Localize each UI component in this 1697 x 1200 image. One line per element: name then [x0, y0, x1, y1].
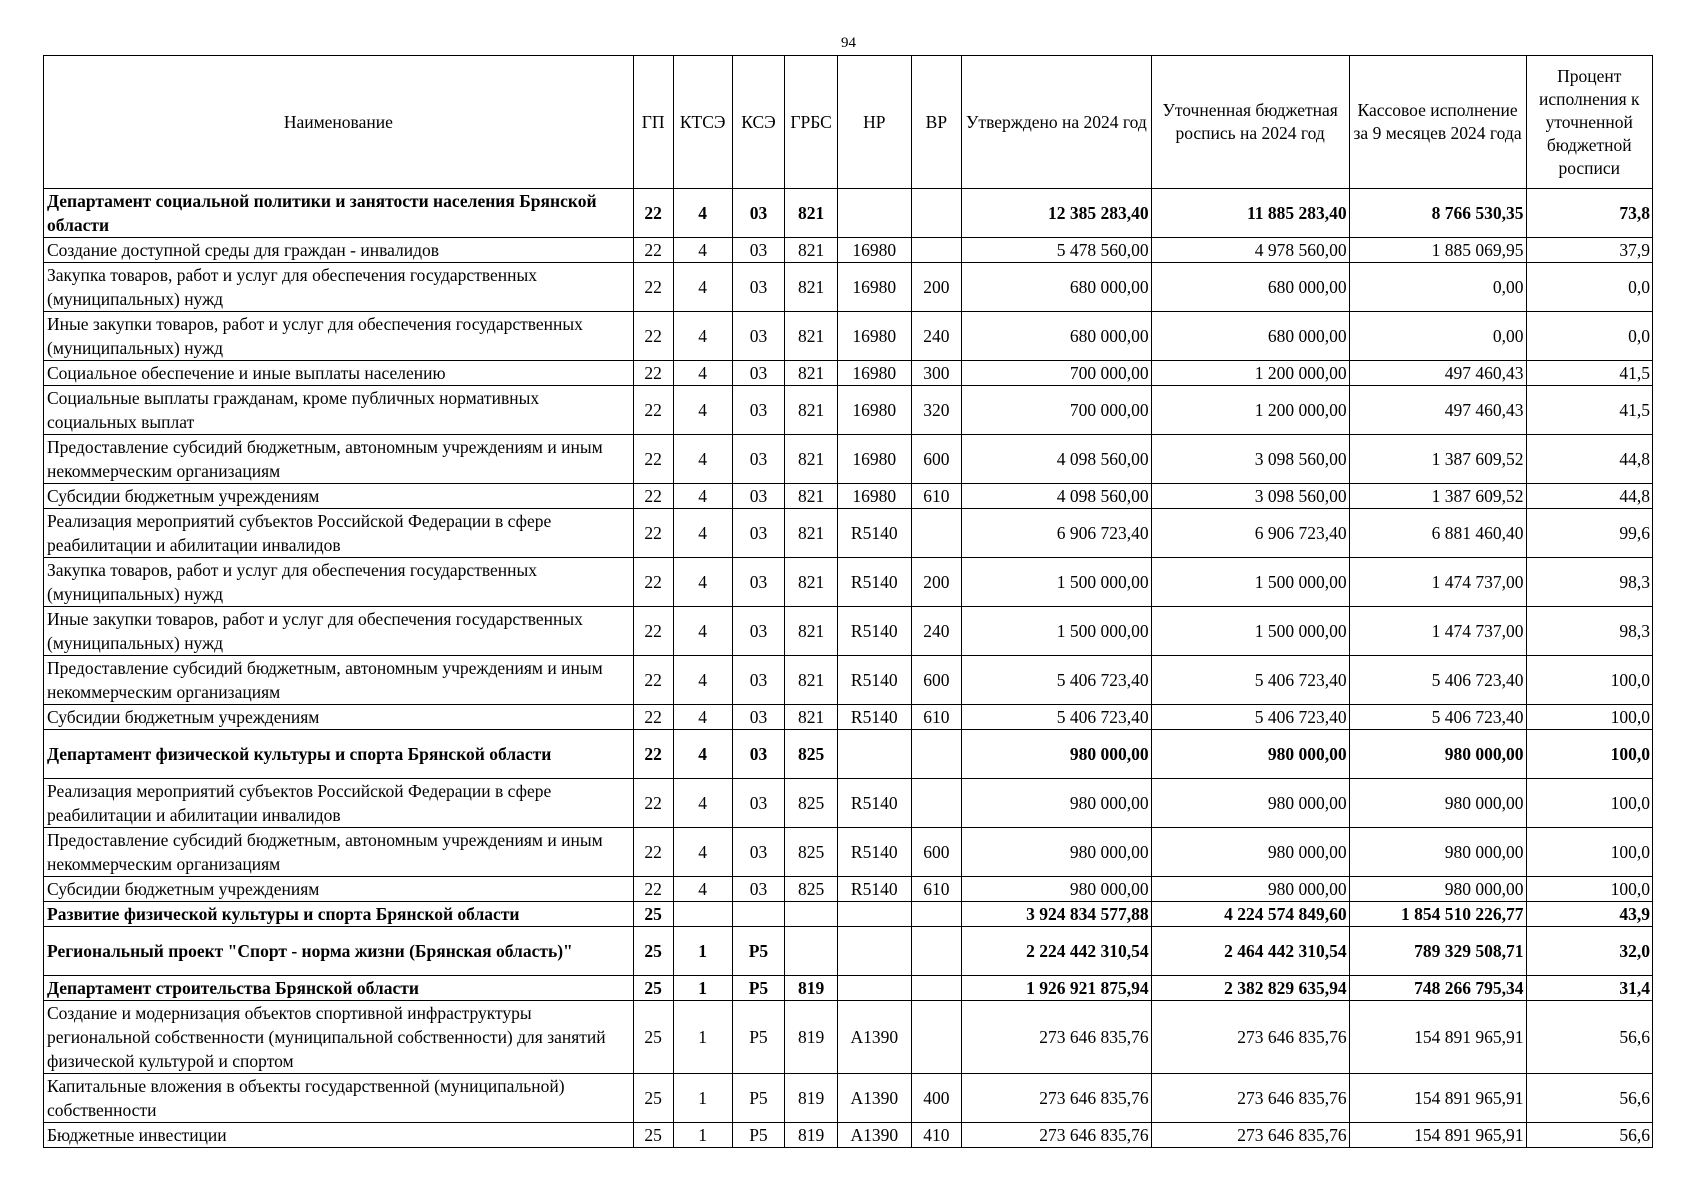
cell-nr: R5140: [837, 656, 911, 705]
cell-vr: 200: [911, 263, 962, 312]
cell-percent: 32,0: [1526, 927, 1652, 976]
cell-refined: 5 406 723,40: [1151, 705, 1349, 730]
cell-cash: 0,00: [1349, 263, 1526, 312]
cell-kse: 03: [732, 705, 785, 730]
cell-grbs: 821: [785, 705, 838, 730]
cell-name: Субсидии бюджетным учреждениям: [44, 484, 634, 509]
cell-nr: 16980: [837, 361, 911, 386]
cell-ktse: 4: [673, 607, 732, 656]
header-ktse: КТСЭ: [673, 56, 732, 189]
cell-percent: 100,0: [1526, 779, 1652, 828]
cell-refined: 5 406 723,40: [1151, 656, 1349, 705]
cell-cash: 154 891 965,91: [1349, 1001, 1526, 1074]
cell-approved: 4 098 560,00: [962, 435, 1152, 484]
cell-vr: 610: [911, 484, 962, 509]
table-row: [44, 902, 1653, 927]
table-row: [44, 558, 1653, 607]
cell-gp: 22: [633, 484, 673, 509]
table-row: [44, 509, 1653, 558]
cell-refined: 980 000,00: [1151, 877, 1349, 902]
table-row: [44, 238, 1653, 263]
table-row: [44, 705, 1653, 730]
cell-grbs: 821: [785, 558, 838, 607]
cell-grbs: 821: [785, 509, 838, 558]
cell-cash: 0,00: [1349, 312, 1526, 361]
cell-refined: 3 098 560,00: [1151, 484, 1349, 509]
cell-percent: 99,6: [1526, 509, 1652, 558]
cell-approved: 12 385 283,40: [962, 189, 1152, 238]
cell-ktse: 1: [673, 1123, 732, 1148]
cell-nr: R5140: [837, 558, 911, 607]
cell-kse: P5: [732, 976, 785, 1001]
cell-refined: 4 224 574 849,60: [1151, 902, 1349, 927]
cell-percent: 37,9: [1526, 238, 1652, 263]
cell-nr: [837, 902, 911, 927]
cell-approved: 1 926 921 875,94: [962, 976, 1152, 1001]
cell-ktse: 4: [673, 435, 732, 484]
cell-nr: 16980: [837, 312, 911, 361]
cell-name: Региональный проект "Спорт - норма жизни (Брянская область)": [44, 927, 634, 976]
table-row: [44, 976, 1653, 1001]
cell-cash: 1 474 737,00: [1349, 558, 1526, 607]
cell-vr: [911, 927, 962, 976]
cell-percent: 0,0: [1526, 312, 1652, 361]
cell-gp: 25: [633, 1001, 673, 1074]
header-refined: Уточненная бюджетная роспись на 2024 год: [1151, 56, 1349, 189]
cell-percent: 98,3: [1526, 558, 1652, 607]
header-gp: ГП: [633, 56, 673, 189]
cell-nr: 16980: [837, 484, 911, 509]
cell-gp: 22: [633, 828, 673, 877]
cell-cash: 1 885 069,95: [1349, 238, 1526, 263]
cell-refined: 980 000,00: [1151, 779, 1349, 828]
cell-name: Департамент социальной политики и занятости населения Брянской области: [44, 189, 634, 238]
cell-ktse: 4: [673, 189, 732, 238]
cell-approved: 5 406 723,40: [962, 705, 1152, 730]
cell-ktse: 1: [673, 1074, 732, 1123]
table-row: [44, 361, 1653, 386]
cell-ktse: 1: [673, 1001, 732, 1074]
table-row: [44, 1001, 1653, 1074]
cell-kse: 03: [732, 435, 785, 484]
cell-grbs: 821: [785, 484, 838, 509]
cell-cash: 1 387 609,52: [1349, 484, 1526, 509]
cell-cash: 980 000,00: [1349, 877, 1526, 902]
cell-name: Закупка товаров, работ и услуг для обеспечения государственных (муниципальных) нужд: [44, 263, 634, 312]
cell-name: Субсидии бюджетным учреждениям: [44, 877, 634, 902]
cell-refined: 1 200 000,00: [1151, 361, 1349, 386]
cell-kse: P5: [732, 1074, 785, 1123]
cell-percent: 98,3: [1526, 607, 1652, 656]
cell-kse: 03: [732, 779, 785, 828]
cell-ktse: 4: [673, 828, 732, 877]
cell-refined: 273 646 835,76: [1151, 1123, 1349, 1148]
cell-kse: 03: [732, 189, 785, 238]
cell-cash: 497 460,43: [1349, 386, 1526, 435]
cell-approved: 5 478 560,00: [962, 238, 1152, 263]
header-grbs: ГРБС: [785, 56, 838, 189]
cell-grbs: 819: [785, 1001, 838, 1074]
cell-name: Предоставление субсидий бюджетным, автономным учреждениям и иным некоммерческим организациям: [44, 828, 634, 877]
cell-ktse: 4: [673, 656, 732, 705]
cell-nr: [837, 927, 911, 976]
cell-name: Иные закупки товаров, работ и услуг для обеспечения государственных (муниципальных) нужд: [44, 607, 634, 656]
cell-vr: 320: [911, 386, 962, 435]
cell-percent: 100,0: [1526, 730, 1652, 779]
cell-refined: 980 000,00: [1151, 828, 1349, 877]
table-row: [44, 1123, 1653, 1148]
cell-kse: 03: [732, 656, 785, 705]
cell-nr: A1390: [837, 1074, 911, 1123]
cell-refined: 2 382 829 635,94: [1151, 976, 1349, 1001]
cell-cash: 154 891 965,91: [1349, 1123, 1526, 1148]
cell-cash: 980 000,00: [1349, 730, 1526, 779]
cell-ktse: 4: [673, 484, 732, 509]
cell-vr: 600: [911, 435, 962, 484]
cell-refined: 11 885 283,40: [1151, 189, 1349, 238]
cell-approved: 980 000,00: [962, 730, 1152, 779]
cell-grbs: 825: [785, 730, 838, 779]
cell-vr: [911, 238, 962, 263]
cell-grbs: 825: [785, 779, 838, 828]
cell-percent: 43,9: [1526, 902, 1652, 927]
cell-refined: 273 646 835,76: [1151, 1001, 1349, 1074]
cell-grbs: 821: [785, 435, 838, 484]
cell-approved: 273 646 835,76: [962, 1074, 1152, 1123]
cell-gp: 25: [633, 1074, 673, 1123]
cell-percent: 44,8: [1526, 484, 1652, 509]
table-row: [44, 730, 1653, 779]
cell-ktse: 4: [673, 730, 732, 779]
table-row: [44, 927, 1653, 976]
cell-refined: 1 200 000,00: [1151, 386, 1349, 435]
header-percent: Процент исполнения к уточненной бюджетной росписи: [1526, 56, 1652, 189]
cell-gp: 22: [633, 263, 673, 312]
page-number: 94: [841, 35, 856, 51]
cell-name: Департамент строительства Брянской области: [44, 976, 634, 1001]
header-vr: ВР: [911, 56, 962, 189]
cell-cash: 154 891 965,91: [1349, 1074, 1526, 1123]
cell-percent: 31,4: [1526, 976, 1652, 1001]
cell-gp: 25: [633, 927, 673, 976]
cell-refined: 273 646 835,76: [1151, 1074, 1349, 1123]
cell-kse: 03: [732, 558, 785, 607]
table-row: [44, 484, 1653, 509]
cell-grbs: 819: [785, 1123, 838, 1148]
cell-gp: 22: [633, 509, 673, 558]
cell-ktse: 4: [673, 558, 732, 607]
cell-grbs: 821: [785, 238, 838, 263]
cell-cash: 5 406 723,40: [1349, 656, 1526, 705]
cell-grbs: 821: [785, 656, 838, 705]
cell-vr: 400: [911, 1074, 962, 1123]
cell-grbs: 821: [785, 607, 838, 656]
cell-approved: 3 924 834 577,88: [962, 902, 1152, 927]
cell-nr: 16980: [837, 263, 911, 312]
cell-nr: A1390: [837, 1123, 911, 1148]
cell-nr: 16980: [837, 238, 911, 263]
cell-approved: 273 646 835,76: [962, 1123, 1152, 1148]
cell-name: Создание доступной среды для граждан - инвалидов: [44, 238, 634, 263]
cell-ktse: 4: [673, 877, 732, 902]
cell-kse: 03: [732, 263, 785, 312]
cell-ktse: 4: [673, 779, 732, 828]
cell-grbs: [785, 927, 838, 976]
cell-ktse: 1: [673, 927, 732, 976]
table-row: [44, 607, 1653, 656]
cell-name: Социальные выплаты гражданам, кроме публичных нормативных социальных выплат: [44, 386, 634, 435]
cell-name: Иные закупки товаров, работ и услуг для обеспечения государственных (муниципальных) нужд: [44, 312, 634, 361]
cell-approved: 980 000,00: [962, 779, 1152, 828]
cell-percent: 56,6: [1526, 1123, 1652, 1148]
table-row: [44, 435, 1653, 484]
cell-vr: 240: [911, 607, 962, 656]
cell-gp: 22: [633, 656, 673, 705]
cell-approved: 700 000,00: [962, 361, 1152, 386]
cell-percent: 56,6: [1526, 1001, 1652, 1074]
cell-ktse: [673, 902, 732, 927]
cell-refined: 4 978 560,00: [1151, 238, 1349, 263]
cell-percent: 100,0: [1526, 705, 1652, 730]
cell-cash: 1 854 510 226,77: [1349, 902, 1526, 927]
cell-gp: 22: [633, 435, 673, 484]
cell-cash: 980 000,00: [1349, 828, 1526, 877]
cell-name: Департамент физической культуры и спорта Брянской области: [44, 730, 634, 779]
cell-nr: [837, 976, 911, 1001]
header-cash: Кассовое исполнение за 9 месяцев 2024 года: [1349, 56, 1526, 189]
cell-kse: 03: [732, 730, 785, 779]
cell-gp: 22: [633, 361, 673, 386]
cell-vr: 410: [911, 1123, 962, 1148]
cell-name: Закупка товаров, работ и услуг для обеспечения государственных (муниципальных) нужд: [44, 558, 634, 607]
cell-vr: [911, 779, 962, 828]
table-row: [44, 386, 1653, 435]
cell-gp: 25: [633, 1123, 673, 1148]
cell-vr: 600: [911, 828, 962, 877]
cell-nr: R5140: [837, 779, 911, 828]
cell-vr: [911, 509, 962, 558]
cell-nr: R5140: [837, 509, 911, 558]
cell-grbs: 819: [785, 1074, 838, 1123]
cell-ktse: 1: [673, 976, 732, 1001]
table-row: [44, 877, 1653, 902]
cell-approved: 273 646 835,76: [962, 1001, 1152, 1074]
cell-vr: [911, 1001, 962, 1074]
cell-name: Предоставление субсидий бюджетным, автономным учреждениям и иным некоммерческим организациям: [44, 435, 634, 484]
cell-percent: 100,0: [1526, 828, 1652, 877]
header-approved: Утверждено на 2024 год: [962, 56, 1152, 189]
cell-refined: 1 500 000,00: [1151, 607, 1349, 656]
header-name: Наименование: [44, 56, 634, 189]
cell-kse: 03: [732, 386, 785, 435]
cell-percent: 100,0: [1526, 656, 1652, 705]
cell-grbs: 821: [785, 312, 838, 361]
cell-cash: 748 266 795,34: [1349, 976, 1526, 1001]
cell-cash: 8 766 530,35: [1349, 189, 1526, 238]
cell-percent: 100,0: [1526, 877, 1652, 902]
cell-gp: 22: [633, 386, 673, 435]
cell-name: Предоставление субсидий бюджетным, автономным учреждениям и иным некоммерческим организациям: [44, 656, 634, 705]
cell-kse: 03: [732, 509, 785, 558]
cell-gp: 25: [633, 902, 673, 927]
table-row: [44, 828, 1653, 877]
cell-nr: 16980: [837, 435, 911, 484]
cell-grbs: 821: [785, 386, 838, 435]
cell-cash: 1 474 737,00: [1349, 607, 1526, 656]
cell-approved: 980 000,00: [962, 828, 1152, 877]
cell-approved: 2 224 442 310,54: [962, 927, 1152, 976]
cell-percent: 0,0: [1526, 263, 1652, 312]
cell-nr: R5140: [837, 877, 911, 902]
cell-kse: P5: [732, 1123, 785, 1148]
cell-cash: 1 387 609,52: [1349, 435, 1526, 484]
cell-grbs: 821: [785, 263, 838, 312]
cell-gp: 22: [633, 730, 673, 779]
cell-gp: 22: [633, 779, 673, 828]
cell-vr: 610: [911, 877, 962, 902]
cell-vr: [911, 976, 962, 1001]
cell-grbs: 825: [785, 828, 838, 877]
cell-kse: [732, 902, 785, 927]
cell-nr: R5140: [837, 705, 911, 730]
cell-approved: 980 000,00: [962, 877, 1152, 902]
cell-nr: A1390: [837, 1001, 911, 1074]
cell-kse: 03: [732, 361, 785, 386]
cell-percent: 41,5: [1526, 386, 1652, 435]
table-row: [44, 656, 1653, 705]
cell-kse: P5: [732, 1001, 785, 1074]
cell-refined: 980 000,00: [1151, 730, 1349, 779]
header-kse: КСЭ: [732, 56, 785, 189]
cell-vr: 600: [911, 656, 962, 705]
cell-grbs: 821: [785, 361, 838, 386]
cell-gp: 22: [633, 705, 673, 730]
cell-vr: 200: [911, 558, 962, 607]
cell-approved: 680 000,00: [962, 263, 1152, 312]
cell-vr: 240: [911, 312, 962, 361]
cell-refined: 1 500 000,00: [1151, 558, 1349, 607]
cell-gp: 22: [633, 189, 673, 238]
cell-approved: 680 000,00: [962, 312, 1152, 361]
cell-grbs: 819: [785, 976, 838, 1001]
cell-ktse: 4: [673, 312, 732, 361]
cell-vr: 300: [911, 361, 962, 386]
table-header-row: [44, 56, 1653, 189]
cell-grbs: [785, 902, 838, 927]
table-row: [44, 189, 1653, 238]
cell-nr: 16980: [837, 386, 911, 435]
cell-kse: 03: [732, 312, 785, 361]
cell-approved: 6 906 723,40: [962, 509, 1152, 558]
cell-nr: [837, 189, 911, 238]
cell-gp: 22: [633, 238, 673, 263]
cell-approved: 1 500 000,00: [962, 558, 1152, 607]
cell-name: Создание и модернизация объектов спортивной инфраструктуры региональной собственности (муниципальной собственности) для занятий физической культурой и спортом: [44, 1001, 634, 1074]
cell-gp: 22: [633, 877, 673, 902]
cell-approved: 700 000,00: [962, 386, 1152, 435]
cell-cash: 5 406 723,40: [1349, 705, 1526, 730]
cell-kse: 03: [732, 484, 785, 509]
cell-percent: 44,8: [1526, 435, 1652, 484]
table-body: [44, 189, 1653, 1148]
cell-name: Реализация мероприятий субъектов Российской Федерации в сфере реабилитации и абилитации инвалидов: [44, 509, 634, 558]
cell-vr: 610: [911, 705, 962, 730]
cell-ktse: 4: [673, 361, 732, 386]
cell-vr: [911, 730, 962, 779]
cell-ktse: 4: [673, 386, 732, 435]
cell-nr: R5140: [837, 828, 911, 877]
cell-ktse: 4: [673, 263, 732, 312]
cell-refined: 3 098 560,00: [1151, 435, 1349, 484]
cell-percent: 41,5: [1526, 361, 1652, 386]
header-nr: НР: [837, 56, 911, 189]
cell-name: Бюджетные инвестиции: [44, 1123, 634, 1148]
cell-gp: 22: [633, 312, 673, 361]
cell-ktse: 4: [673, 238, 732, 263]
cell-refined: 6 906 723,40: [1151, 509, 1349, 558]
cell-cash: 980 000,00: [1349, 779, 1526, 828]
cell-ktse: 4: [673, 509, 732, 558]
table-row: [44, 263, 1653, 312]
cell-kse: 03: [732, 238, 785, 263]
cell-cash: 497 460,43: [1349, 361, 1526, 386]
cell-gp: 25: [633, 976, 673, 1001]
table-row: [44, 1074, 1653, 1123]
cell-nr: [837, 730, 911, 779]
cell-name: Субсидии бюджетным учреждениям: [44, 705, 634, 730]
cell-grbs: 821: [785, 189, 838, 238]
budget-table: [43, 55, 1653, 1148]
cell-cash: 789 329 508,71: [1349, 927, 1526, 976]
table-row: [44, 312, 1653, 361]
cell-vr: [911, 902, 962, 927]
cell-approved: 4 098 560,00: [962, 484, 1152, 509]
cell-gp: 22: [633, 607, 673, 656]
cell-kse: 03: [732, 828, 785, 877]
cell-nr: R5140: [837, 607, 911, 656]
cell-refined: 680 000,00: [1151, 263, 1349, 312]
cell-approved: 1 500 000,00: [962, 607, 1152, 656]
cell-refined: 2 464 442 310,54: [1151, 927, 1349, 976]
cell-percent: 73,8: [1526, 189, 1652, 238]
table-row: [44, 779, 1653, 828]
cell-name: Реализация мероприятий субъектов Российской Федерации в сфере реабилитации и абилитации инвалидов: [44, 779, 634, 828]
cell-kse: 03: [732, 877, 785, 902]
cell-approved: 5 406 723,40: [962, 656, 1152, 705]
cell-name: Социальное обеспечение и иные выплаты населению: [44, 361, 634, 386]
cell-name: Развитие физической культуры и спорта Брянской области: [44, 902, 634, 927]
cell-refined: 680 000,00: [1151, 312, 1349, 361]
cell-ktse: 4: [673, 705, 732, 730]
cell-cash: 6 881 460,40: [1349, 509, 1526, 558]
cell-kse: P5: [732, 927, 785, 976]
cell-grbs: 825: [785, 877, 838, 902]
cell-name: Капитальные вложения в объекты государственной (муниципальной) собственности: [44, 1074, 634, 1123]
cell-kse: 03: [732, 607, 785, 656]
cell-percent: 56,6: [1526, 1074, 1652, 1123]
cell-gp: 22: [633, 558, 673, 607]
cell-vr: [911, 189, 962, 238]
